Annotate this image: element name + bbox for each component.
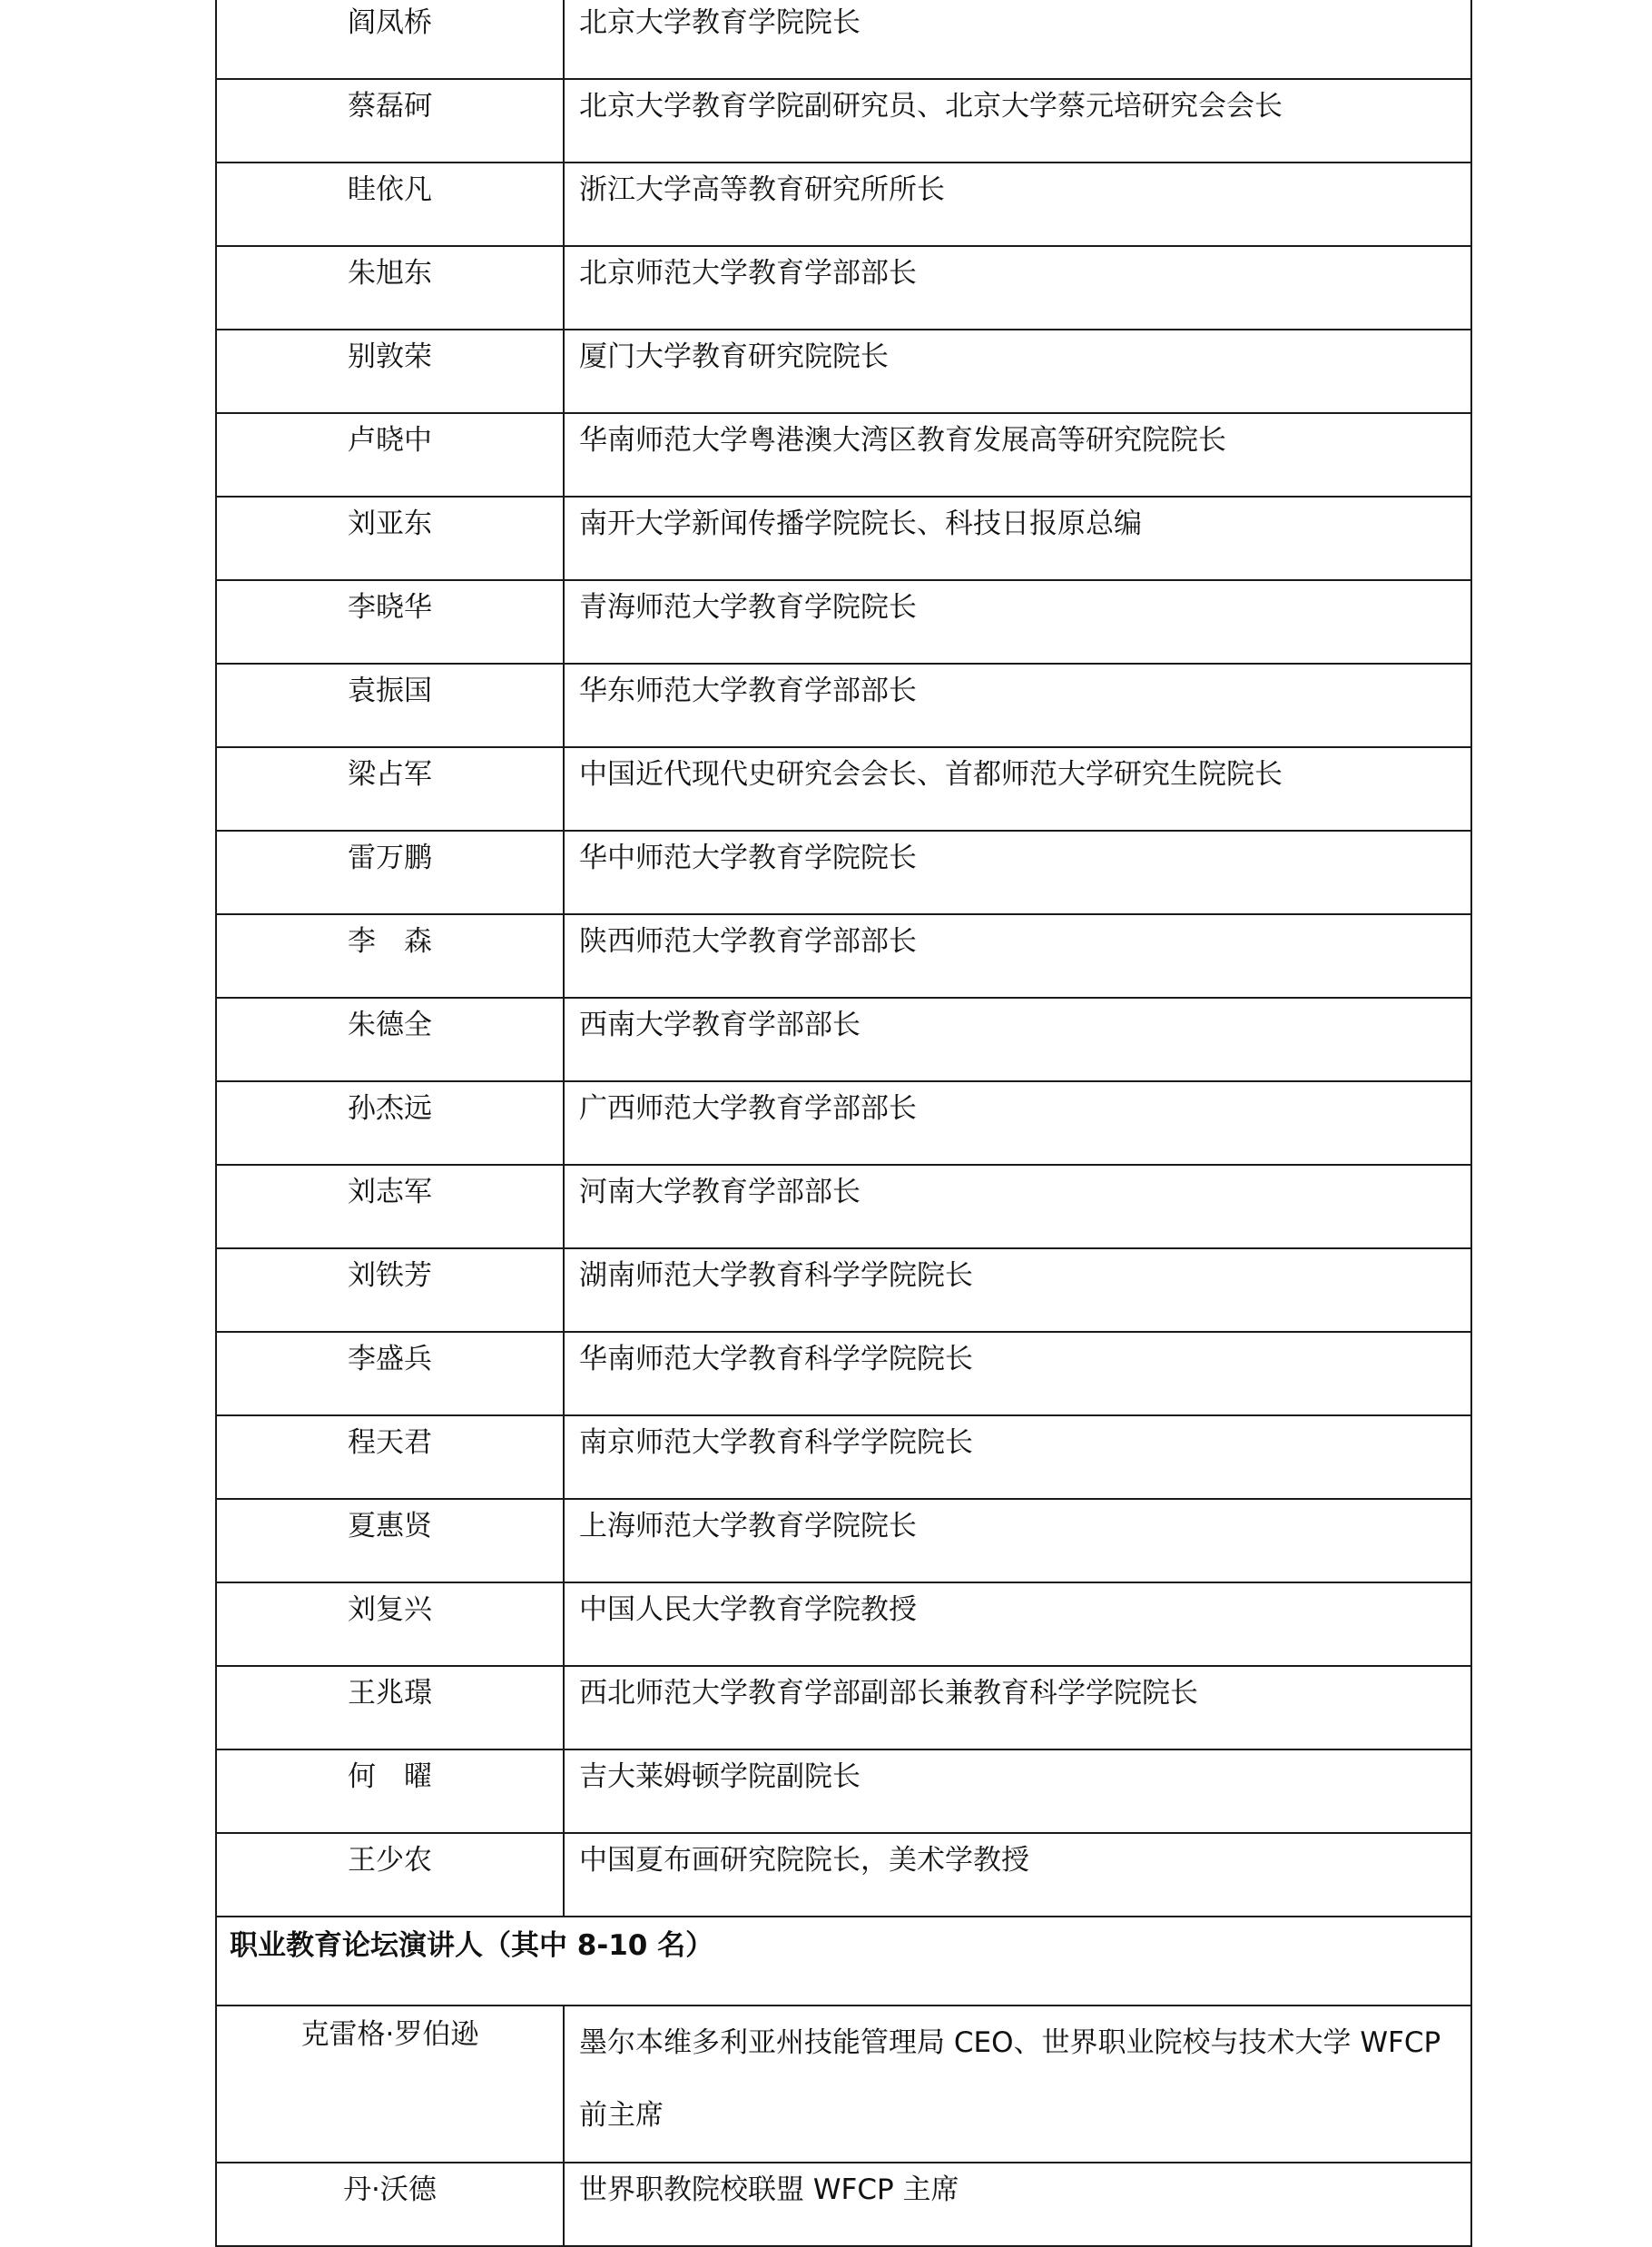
table-row [216, 330, 1471, 413]
table-row [216, 580, 1471, 664]
speaker-name: 卢晓中 [216, 413, 564, 497]
table-row [216, 1081, 1471, 1165]
table-row [216, 1165, 1471, 1248]
speaker-role: 西南大学教育学部部长 [564, 998, 1471, 1081]
table-row [216, 2163, 1471, 2246]
speaker-name: 刘复兴 [216, 1582, 564, 1666]
table-row [216, 747, 1471, 831]
table-row [216, 1415, 1471, 1499]
table-row [216, 1833, 1471, 1917]
speaker-role-line: 墨尔本维多利亚州技能管理局 CEO、世界职业院校与技术大学 WFCP [579, 2026, 1441, 2059]
speaker-role: 华南师范大学粤港澳大湾区教育发展高等研究院院长 [564, 413, 1471, 497]
table-row [216, 79, 1471, 163]
speaker-role: 吉大莱姆顿学院副院长 [564, 1749, 1471, 1833]
speaker-name: 别敦荣 [216, 330, 564, 413]
speaker-role: 河南大学教育学部部长 [564, 1165, 1471, 1248]
table-row [216, 831, 1471, 914]
speaker-name: 何 曜 [216, 1749, 564, 1833]
section-title: 职业教育论坛演讲人（其中 8-10 名） [216, 1917, 1471, 2006]
speaker-role: 南开大学新闻传播学院院长、科技日报原总编 [564, 497, 1471, 580]
table-row [216, 0, 1471, 79]
speaker-role: 华中师范大学教育学院院长 [564, 831, 1471, 914]
speaker-name: 夏惠贤 [216, 1499, 564, 1582]
table-row [216, 998, 1471, 1081]
table-row [216, 664, 1471, 747]
speaker-role [564, 2006, 1471, 2163]
speaker-role: 厦门大学教育研究院院长 [564, 330, 1471, 413]
speaker-role: 南京师范大学教育科学学院院长 [564, 1415, 1471, 1499]
speaker-name: 蔡磊砢 [216, 79, 564, 163]
table-row [216, 1666, 1471, 1749]
speaker-table [215, 0, 1472, 2247]
speaker-role: 北京大学教育学院院长 [564, 0, 1471, 79]
speaker-role: 湖南师范大学教育科学学院院长 [564, 1248, 1471, 1332]
speaker-name: 李盛兵 [216, 1332, 564, 1415]
speaker-role: 上海师范大学教育学院院长 [564, 1499, 1471, 1582]
speaker-name: 眭依凡 [216, 163, 564, 246]
speaker-name: 朱旭东 [216, 246, 564, 330]
speaker-name: 雷万鹏 [216, 831, 564, 914]
table-row [216, 1582, 1471, 1666]
speaker-name: 孙杰远 [216, 1081, 564, 1165]
table-row [216, 1749, 1471, 1833]
speaker-role: 中国夏布画研究院院长，美术学教授 [564, 1833, 1471, 1917]
speaker-name: 朱德全 [216, 998, 564, 1081]
speaker-name: 克雷格·罗伯逊 [216, 2006, 564, 2163]
speaker-name: 程天君 [216, 1415, 564, 1499]
speaker-role: 华东师范大学教育学部部长 [564, 664, 1471, 747]
table-row [216, 497, 1471, 580]
speaker-role: 北京大学教育学院副研究员、北京大学蔡元培研究会会长 [564, 79, 1471, 163]
speaker-name: 王兆璟 [216, 1666, 564, 1749]
table-row [216, 163, 1471, 246]
table-row [216, 2006, 1471, 2163]
speaker-role-line: 前主席 [579, 2099, 664, 2132]
speaker-name: 刘亚东 [216, 497, 564, 580]
table-row [216, 1248, 1471, 1332]
speaker-role: 世界职教院校联盟 WFCP 主席 [564, 2163, 1471, 2246]
speaker-name: 王少农 [216, 1833, 564, 1917]
speaker-name: 李 森 [216, 914, 564, 998]
speaker-role: 广西师范大学教育学部部长 [564, 1081, 1471, 1165]
speaker-name: 阎凤桥 [216, 0, 564, 79]
speaker-name: 刘志军 [216, 1165, 564, 1248]
speaker-role: 浙江大学高等教育研究所所长 [564, 163, 1471, 246]
speaker-role: 中国近代现代史研究会会长、首都师范大学研究生院院长 [564, 747, 1471, 831]
speaker-role: 陕西师范大学教育学部部长 [564, 914, 1471, 998]
table-row [216, 1332, 1471, 1415]
table-row [216, 413, 1471, 497]
speaker-name: 梁占军 [216, 747, 564, 831]
speaker-name: 刘铁芳 [216, 1248, 564, 1332]
speaker-name: 丹·沃德 [216, 2163, 564, 2246]
table-row [216, 1499, 1471, 1582]
speaker-role: 青海师范大学教育学院院长 [564, 580, 1471, 664]
section-header-row [216, 1917, 1471, 2006]
speaker-role: 西北师范大学教育学部副部长兼教育科学学院院长 [564, 1666, 1471, 1749]
speaker-role: 华南师范大学教育科学学院院长 [564, 1332, 1471, 1415]
table-row [216, 246, 1471, 330]
speaker-name: 李晓华 [216, 580, 564, 664]
speaker-name: 袁振国 [216, 664, 564, 747]
speaker-role: 北京师范大学教育学部部长 [564, 246, 1471, 330]
speaker-role: 中国人民大学教育学院教授 [564, 1582, 1471, 1666]
table-row [216, 914, 1471, 998]
